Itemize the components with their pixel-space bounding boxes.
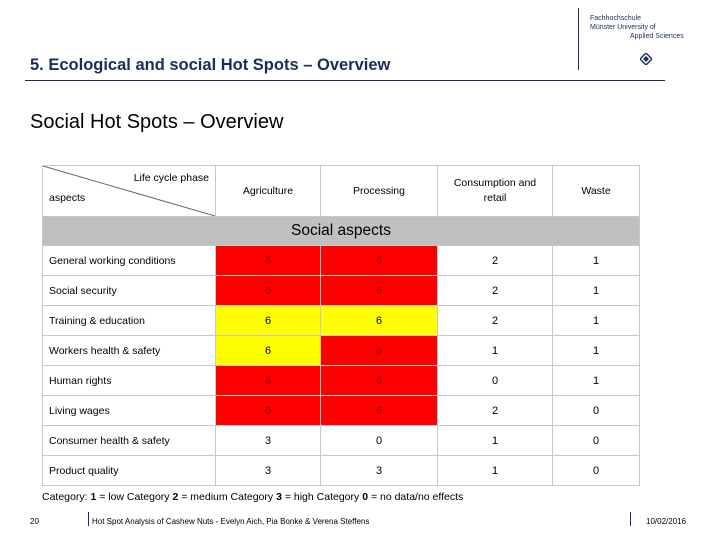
- table-row: [43, 366, 640, 396]
- processing-cell: 3: [321, 456, 438, 486]
- column-header-waste: Waste: [553, 166, 640, 217]
- footer-divider-left: [88, 512, 89, 526]
- agriculture-cell: 3: [216, 456, 321, 486]
- waste-cell: 1: [553, 336, 640, 366]
- column-header-consumption-retail: Consumption and retail: [438, 166, 553, 217]
- consumption-cell: 2: [438, 276, 553, 306]
- agriculture-cell: 6: [216, 246, 321, 276]
- legend-none-number: 0: [362, 491, 369, 503]
- section-header-row: [43, 217, 640, 246]
- agriculture-cell: 6: [216, 366, 321, 396]
- consumption-cell: 0: [438, 366, 553, 396]
- corner-header-cell: [43, 166, 216, 217]
- table-row: [43, 426, 640, 456]
- consumption-cell: 2: [438, 306, 553, 336]
- agriculture-cell: 6: [216, 336, 321, 366]
- legend-high-text: = high Category: [281, 491, 363, 503]
- agriculture-cell: 3: [216, 426, 321, 456]
- table-row: [43, 396, 640, 426]
- column-header-agriculture: Agriculture: [216, 166, 321, 217]
- legend-none-text: = no data/no effects: [368, 491, 464, 503]
- processing-cell: 6: [321, 246, 438, 276]
- aspect-label: Human rights: [43, 366, 216, 396]
- table-row: [43, 306, 640, 336]
- waste-cell: 0: [553, 396, 640, 426]
- processing-cell: 6: [321, 306, 438, 336]
- agriculture-cell: 6: [216, 306, 321, 336]
- processing-cell: 6: [321, 336, 438, 366]
- table-row: [43, 456, 640, 486]
- logo-line-3: Applied Sciences: [630, 33, 684, 40]
- university-emblem-icon: [640, 53, 652, 65]
- agriculture-cell: 6: [216, 276, 321, 306]
- waste-cell: 1: [553, 306, 640, 336]
- consumption-cell: 2: [438, 246, 553, 276]
- agriculture-cell: 6: [216, 396, 321, 426]
- logo-divider: [578, 8, 579, 70]
- waste-cell: 1: [553, 246, 640, 276]
- category-legend: [42, 491, 463, 503]
- footer-divider-right: [630, 512, 631, 526]
- waste-cell: 0: [553, 456, 640, 486]
- legend-low-text: = low Category: [96, 491, 173, 503]
- aspect-label: Consumer health & safety: [43, 426, 216, 456]
- legend-medium-number: 2: [172, 491, 179, 503]
- waste-cell: 0: [553, 426, 640, 456]
- aspect-label: Workers health & safety: [43, 336, 216, 366]
- aspects-label: aspects: [49, 192, 86, 204]
- consumption-cell: 1: [438, 336, 553, 366]
- processing-cell: 0: [321, 426, 438, 456]
- university-logo: [590, 14, 684, 41]
- aspect-label: Product quality: [43, 456, 216, 486]
- waste-cell: 1: [553, 366, 640, 396]
- aspect-label: General working conditions: [43, 246, 216, 276]
- social-aspects-heading: Social aspects: [43, 217, 640, 246]
- legend-medium-text: = medium Category: [178, 491, 277, 503]
- table-row: [43, 336, 640, 366]
- legend-high-number: 3: [276, 491, 282, 503]
- table-row: [43, 246, 640, 276]
- aspect-label: Training & education: [43, 306, 216, 336]
- slide-subtitle: Social Hot Spots – Overview: [30, 111, 284, 133]
- waste-cell: 1: [553, 276, 640, 306]
- hot-spots-table: [42, 165, 640, 486]
- page-title: 5. Ecological and social Hot Spots – Overview: [30, 56, 391, 74]
- header-divider: [25, 80, 665, 81]
- consumption-cell: 1: [438, 456, 553, 486]
- processing-cell: 6: [321, 396, 438, 426]
- legend-low-number: 1: [90, 491, 97, 503]
- aspect-label: Social security: [43, 276, 216, 306]
- processing-cell: 6: [321, 276, 438, 306]
- processing-cell: 6: [321, 366, 438, 396]
- footer-date: 10/02/2016: [646, 517, 687, 526]
- consumption-cell: 1: [438, 426, 553, 456]
- consumption-cell: 2: [438, 396, 553, 426]
- logo-line-1: Fachhochschule: [590, 15, 641, 22]
- footer-text: Hot Spot Analysis of Cashew Nuts - Evelyn Aich, Pia Bonke & Verena Steffens: [92, 517, 370, 526]
- table-header-row: [43, 166, 640, 217]
- column-header-processing: Processing: [321, 166, 438, 217]
- logo-line-2: Münster University of: [590, 24, 656, 31]
- table-row: [43, 276, 640, 306]
- aspect-label: Living wages: [43, 396, 216, 426]
- legend-prefix: Category:: [42, 491, 91, 503]
- life-cycle-phase-label: Life cycle phase: [133, 172, 209, 184]
- page-number: 20: [30, 517, 39, 526]
